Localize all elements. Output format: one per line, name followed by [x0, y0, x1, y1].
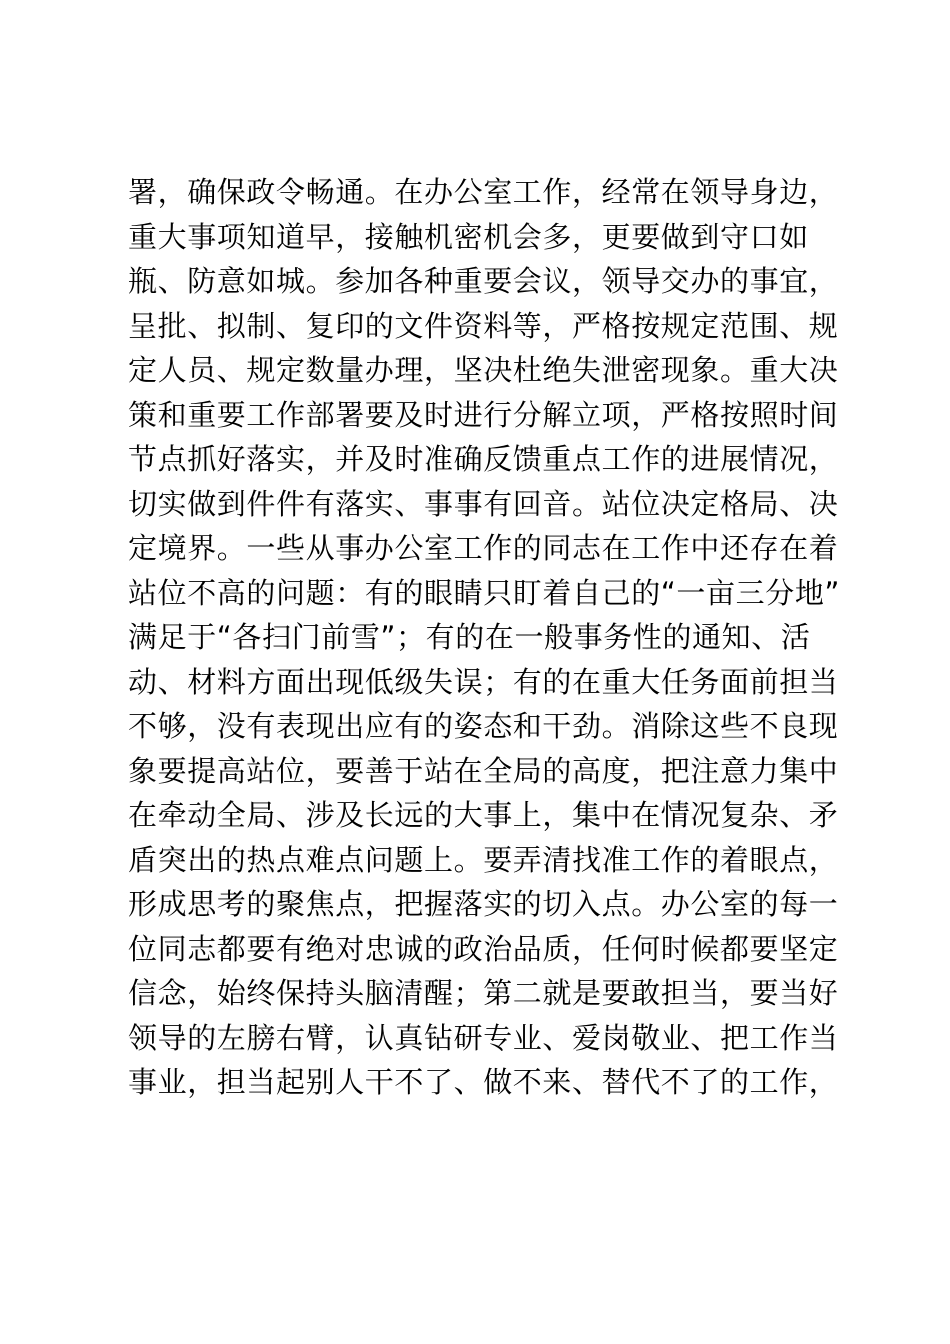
text-line: 信念，始终保持头脑清醒；第二就是要敢担当，要当好: [128, 976, 839, 1010]
text-line: 形成思考的聚焦点，把握落实的切入点。办公室的每一: [128, 887, 839, 921]
text-line: 定境界。一些从事办公室工作的同志在工作中还存在着: [128, 531, 839, 565]
text-line: 在牵动全局、涉及长远的大事上，集中在情况复杂、矛: [128, 798, 839, 832]
text-line: 定人员、规定数量办理，坚决杜绝失泄密现象。重大决: [128, 353, 839, 387]
body-paragraph: [128, 170, 841, 1105]
text-line: 署，确保政令畅通。在办公室工作，经常在领导身边，: [128, 175, 839, 209]
text-line: 动、材料方面出现低级失误；有的在重大任务面前担当: [128, 664, 839, 699]
text-line: 事业，担当起别人干不了、做不来、替代不了的工作，: [128, 1065, 839, 1099]
text-line: 节点抓好落实，并及时准确反馈重点工作的进展情况，: [128, 442, 839, 476]
text-line: 切实做到件件有落实、事事有回音。站位决定格局、决: [128, 486, 839, 521]
text-line: 盾突出的热点难点问题上。要弄清找准工作的着眼点，: [128, 842, 839, 877]
text-line: 位同志都要有绝对忠诚的政治品质，任何时候都要坚定: [128, 931, 839, 966]
text-line: 满足于“各扫门前雪”；有的在一般事务性的通知、活: [128, 620, 811, 654]
text-line: 瓶、防意如城。参加各种重要会议，领导交办的事宜，: [128, 264, 839, 298]
text-line: 象要提高站位，要善于站在全局的高度，把注意力集中: [128, 753, 839, 788]
text-line: 不够，没有表现出应有的姿态和干劲。消除这些不良现: [128, 709, 839, 743]
text-line: 领导的左膀右臂，认真钻研专业、爱岗敬业、把工作当: [128, 1020, 839, 1055]
text-line: 重大事项知道早，接触机密机会多，更要做到守口如: [128, 219, 809, 254]
text-line: 呈批、拟制、复印的文件资料等，严格按规定范围、规: [128, 308, 839, 343]
text-line: 策和重要工作部署要及时进行分解立项，严格按照时间: [128, 397, 839, 432]
text-line: 站位不高的问题：有的眼睛只盯着自己的“一亩三分地”: [128, 575, 841, 610]
